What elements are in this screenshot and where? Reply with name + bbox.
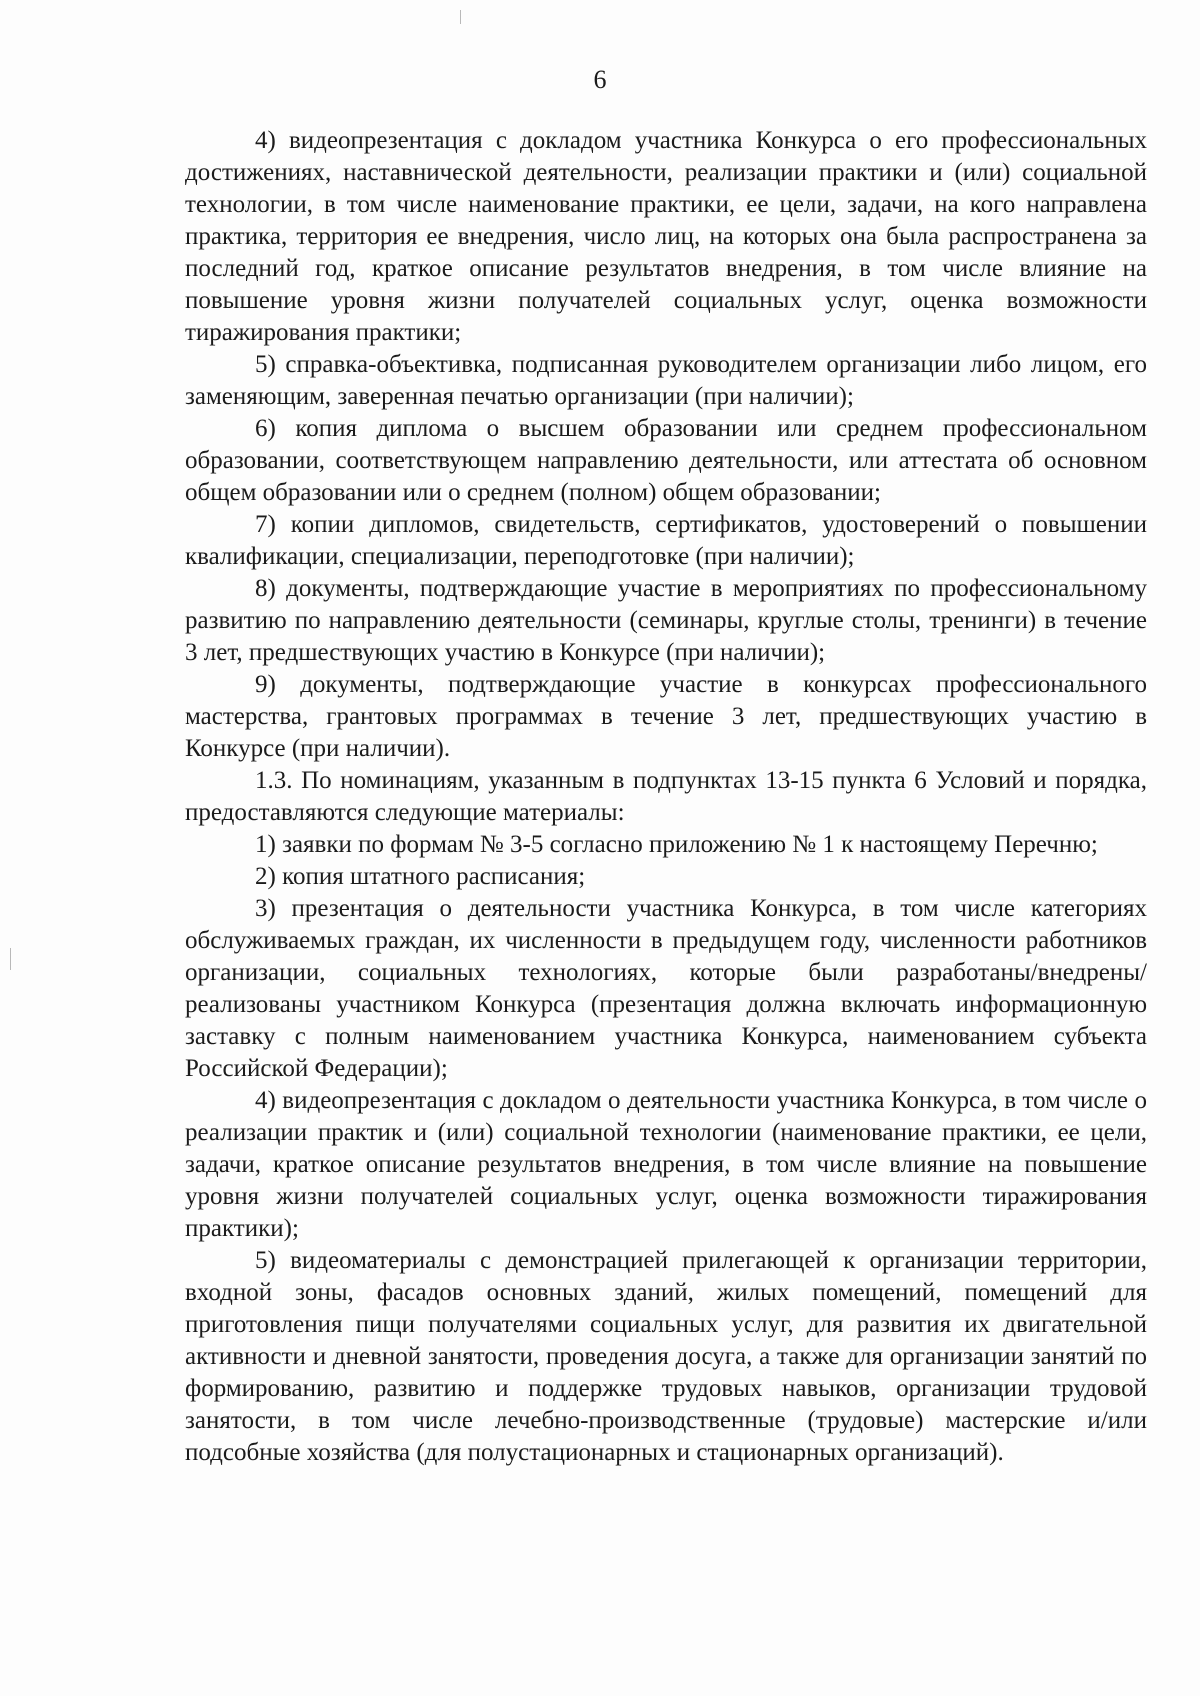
list-item-staff-schedule: 2) копия штатного расписания; [255,863,586,890]
document-body [185,125,1147,1469]
section-1-3-intro: 1.3. По номинациям, указанным в подпунктах 13-15 пункта 6 Условий и порядка, предоставляются следующие материалы: [185,767,1147,826]
list-item-professional-development-documents: 8) документы, подтверждающие участие в мероприятиях по профессиональному развитию по направлению деятельности (семинары, круглые столы, тренинги) в течение 3 лет, предшествующих участию в Конкурсе (при наличии); [185,575,1147,666]
scan-mark-top [460,10,461,24]
page-number: 6 [593,65,607,94]
list-item-presentation: 3) презентация о деятельности участника Конкурса, в том числе категориях обслуживаемых граждан, их численности в предыдущем году, численности работников организации, социальных технологиях, которые были разработаны/внедрены/реализованы участником Конкурса (презентация должна включать информационную заставку с полным наименованием участника Конкурса, наименованием субъекта Российской Федерации); [185,895,1147,1082]
list-item-reference-objective: 5) справка-объективка, подписанная руководителем организации либо лицом, его заменяющим, заверенная печатью организации (при наличии); [185,351,1147,410]
list-item-applications: 1) заявки по формам № 3-5 согласно приложению № 1 к настоящему Перечню; [255,831,1098,858]
list-item-certificates-copies: 7) копии дипломов, свидетельств, сертификатов, удостоверений о повышении квалификации, специализации, переподготовке (при наличии); [185,511,1147,570]
scan-mark-left [10,948,11,970]
list-item-video-materials: 5) видеоматериалы с демонстрацией прилегающей к организации территории, входной зоны, фасадов основных зданий, жилых помещений, помещений для приготовления пищи получателями социальных услуг, для развития их двигательной активности и дневной занятости, проведения досуга, а также для организации занятий по формированию, развитию и поддержке трудовых навыков, организации трудовой занятости, в том числе лечебно-производственные (трудовые) мастерские и/или подсобные хозяйства (для полустационарных и стационарных организаций). [185,1247,1147,1466]
list-item-competition-documents: 9) документы, подтверждающие участие в конкурсах профессионального мастерства, грантовых программах в течение 3 лет, предшествующих участию в Конкурсе (при наличии). [185,671,1147,762]
list-item-diploma-copy: 6) копия диплома о высшем образовании или среднем профессиональном образовании, соответствующем направлению деятельности, или аттестата об основном общем образовании или о среднем (полном) общем образовании; [185,415,1147,506]
list-item-videopresentation-activities: 4) видеопрезентация с докладом о деятельности участника Конкурса, в том числе о реализации практик и (или) социальной технологии (наименование практики, ее цели, задачи, краткое описание результатов внедрения, в том числе влияние на повышение уровня жизни получателей социальных услуг, оценка возможности тиражирования практики); [185,1087,1147,1242]
list-item-videopresentation-achievements: 4) видеопрезентация с докладом участника Конкурса о его профессиональных достижениях, наставнической деятельности, реализации практики и (или) социальной технологии, в том числе наименование практики, ее цели, задачи, на кого направлена практика, территория ее внедрения, число лиц, на которых она была распространена за последний год, краткое описание результатов внедрения, в том числе влияние на повышение уровня жизни получателей социальных услуг, оценка возможности тиражирования практики; [185,127,1147,346]
